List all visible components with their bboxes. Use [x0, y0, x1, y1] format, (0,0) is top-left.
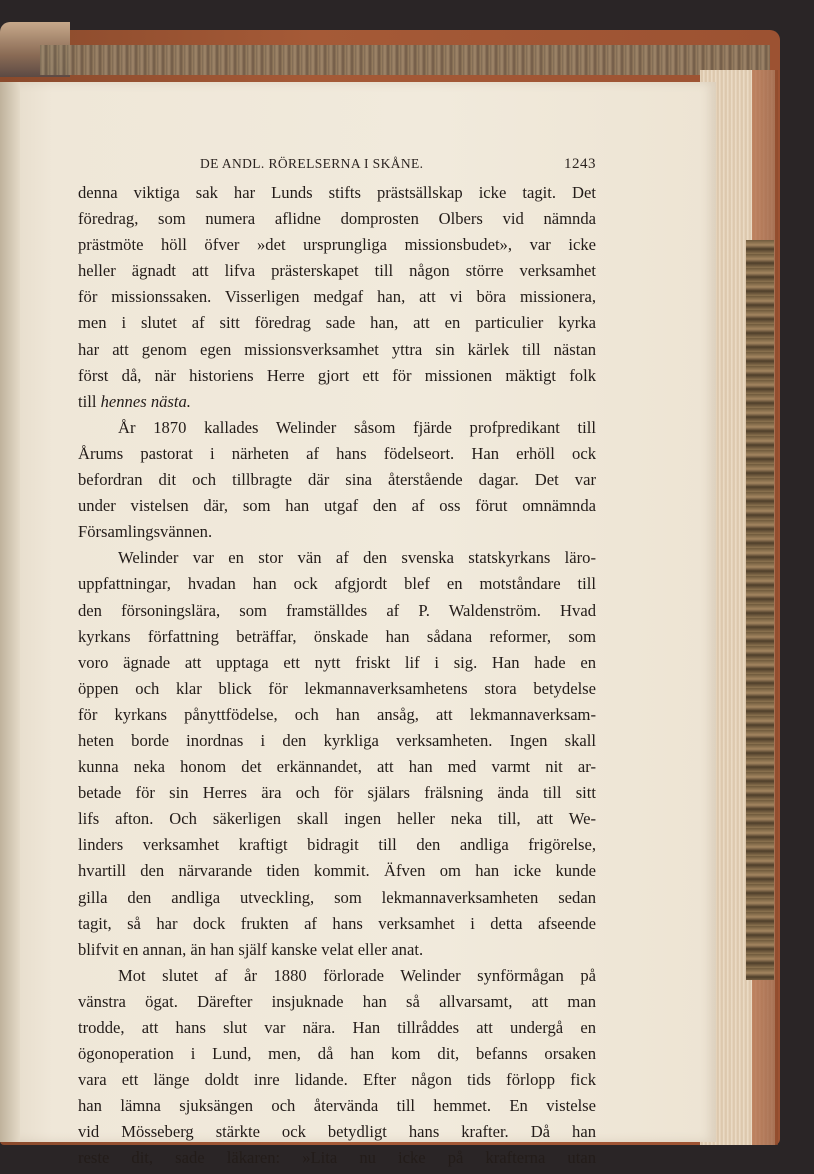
- text-line: till hennes nästa.: [78, 391, 191, 411]
- text-line: Mot slutet af år 1880 förlorade Welinder synförmågan på: [118, 965, 596, 985]
- text-line: tagit, så har dock frukten af hans verksamhet i detta afseende: [78, 913, 596, 933]
- text-line: Årums pastorat i närheten af hans födelseort. Han erhöll ock: [78, 443, 596, 463]
- page-number: 1243: [564, 156, 596, 172]
- text-line: blifvit en annan, än han själf kanske velat eller anat.: [78, 939, 424, 959]
- text-line: voro ägnade att upptaga ett nytt friskt lif i sig. Han hade en: [78, 652, 596, 672]
- text-line: vid Mösseberg stärkte ock betydligt hans krafter. Då han: [78, 1122, 596, 1142]
- text-line: men i slutet af sitt föredrag sade han, att en particulier kyrka: [78, 313, 596, 333]
- text-line: först då, när historiens Herre gjort ett för missionen mäktigt folk: [78, 365, 596, 385]
- text-line: ögonoperation i Lund, men, då han kom dit, befanns orsaken: [78, 1044, 596, 1064]
- text-line: hvartill den närvarande tiden kommit. Äfven om han icke kunde: [78, 861, 596, 881]
- text-line: heten borde inordnas i den kyrkliga verksamheten. Ingen skall: [78, 730, 596, 750]
- text-line: den försoningslära, som framställdes af P. Waldenström. Hvad: [78, 600, 596, 620]
- marbled-edge: [746, 240, 774, 980]
- text-line: har att genom egen missionsverksamhet yttra sin kärlek till nästan: [78, 339, 596, 359]
- text-line: kunna neka honom det erkännandet, att han med varmt nit ar-: [78, 757, 596, 777]
- page-header: [200, 156, 596, 180]
- text-line: för missionssaken. Visserligen medgaf han, att vi böra missionera,: [78, 287, 596, 307]
- italic-phrase: hennes nästa.: [100, 391, 191, 411]
- text-line: År 1870 kallades Welinder såsom fjärde profpredikant till: [118, 417, 596, 437]
- page-gutter: [0, 82, 20, 1142]
- text-line: trodde, att hans slut var nära. Han tillråddes att undergå en: [78, 1018, 596, 1037]
- text-line: betade för sin Herres ära och för själars frälsning ända till sitt: [78, 783, 596, 803]
- text-line: linders verksamhet kraftigt bidragit till den andliga frigörelse,: [78, 835, 596, 855]
- text-line: vara ett länge doldt inre lidande. Efter någon tids förlopp fick: [78, 1070, 596, 1090]
- text-line: kyrkans författning beträffar, önskade han sådana reformer, som: [78, 626, 596, 646]
- text-line: reste dit, sade läkaren: »Lita nu icke på krafterna utan: [78, 1148, 596, 1168]
- body-text: [78, 180, 596, 1172]
- text-line: Församlingsvännen.: [78, 522, 213, 542]
- running-head: DE ANDL. RÖRELSERNA I SKÅNE.: [200, 156, 424, 171]
- text-line: vänstra ögat. Därefter insjuknade han så allvarsamt, att man: [78, 991, 596, 1011]
- text-line: öppen och klar blick för lekmannaverksamhetens stora betydelse: [78, 678, 596, 698]
- text-line: föredrag, som numera aflidne domprosten Olbers vid nämnda: [78, 209, 596, 229]
- text-line: för kyrkans pånyttfödelse, och han ansåg, att lekmannaverksam-: [78, 704, 596, 724]
- page-edges-top: [40, 45, 770, 75]
- text-line: lifs afton. Och säkerligen skall ingen heller neka till, att We-: [78, 809, 596, 829]
- text-line: prästmöte höll öfver »det ursprungliga missionsbudet», var icke: [78, 235, 596, 255]
- text-line: befordran dit och tillbragte där sina återstående dagar. Det var: [78, 470, 596, 490]
- text-line: uppfattningar, hvadan han ock afgjordt blef en motståndare till: [78, 574, 596, 594]
- text-line: under vistelsen där, som han utgaf den af oss förut omnämnda: [78, 496, 596, 516]
- text-line: han lämna sjuksängen och återvända till hemmet. En vistelse: [78, 1096, 596, 1116]
- text-line: denna viktiga sak har Lunds stifts prästsällskap icke tagit. Det: [78, 183, 596, 202]
- text-line: heller ägnadt att lifva prästerskapet till någon större verksamhet: [78, 261, 596, 281]
- text-line: Welinder var en stor vän af den svenska statskyrkans läro-: [118, 548, 596, 568]
- text-line: gilla den andliga utveckling, som lekmannaverksamheten sedan: [78, 887, 596, 907]
